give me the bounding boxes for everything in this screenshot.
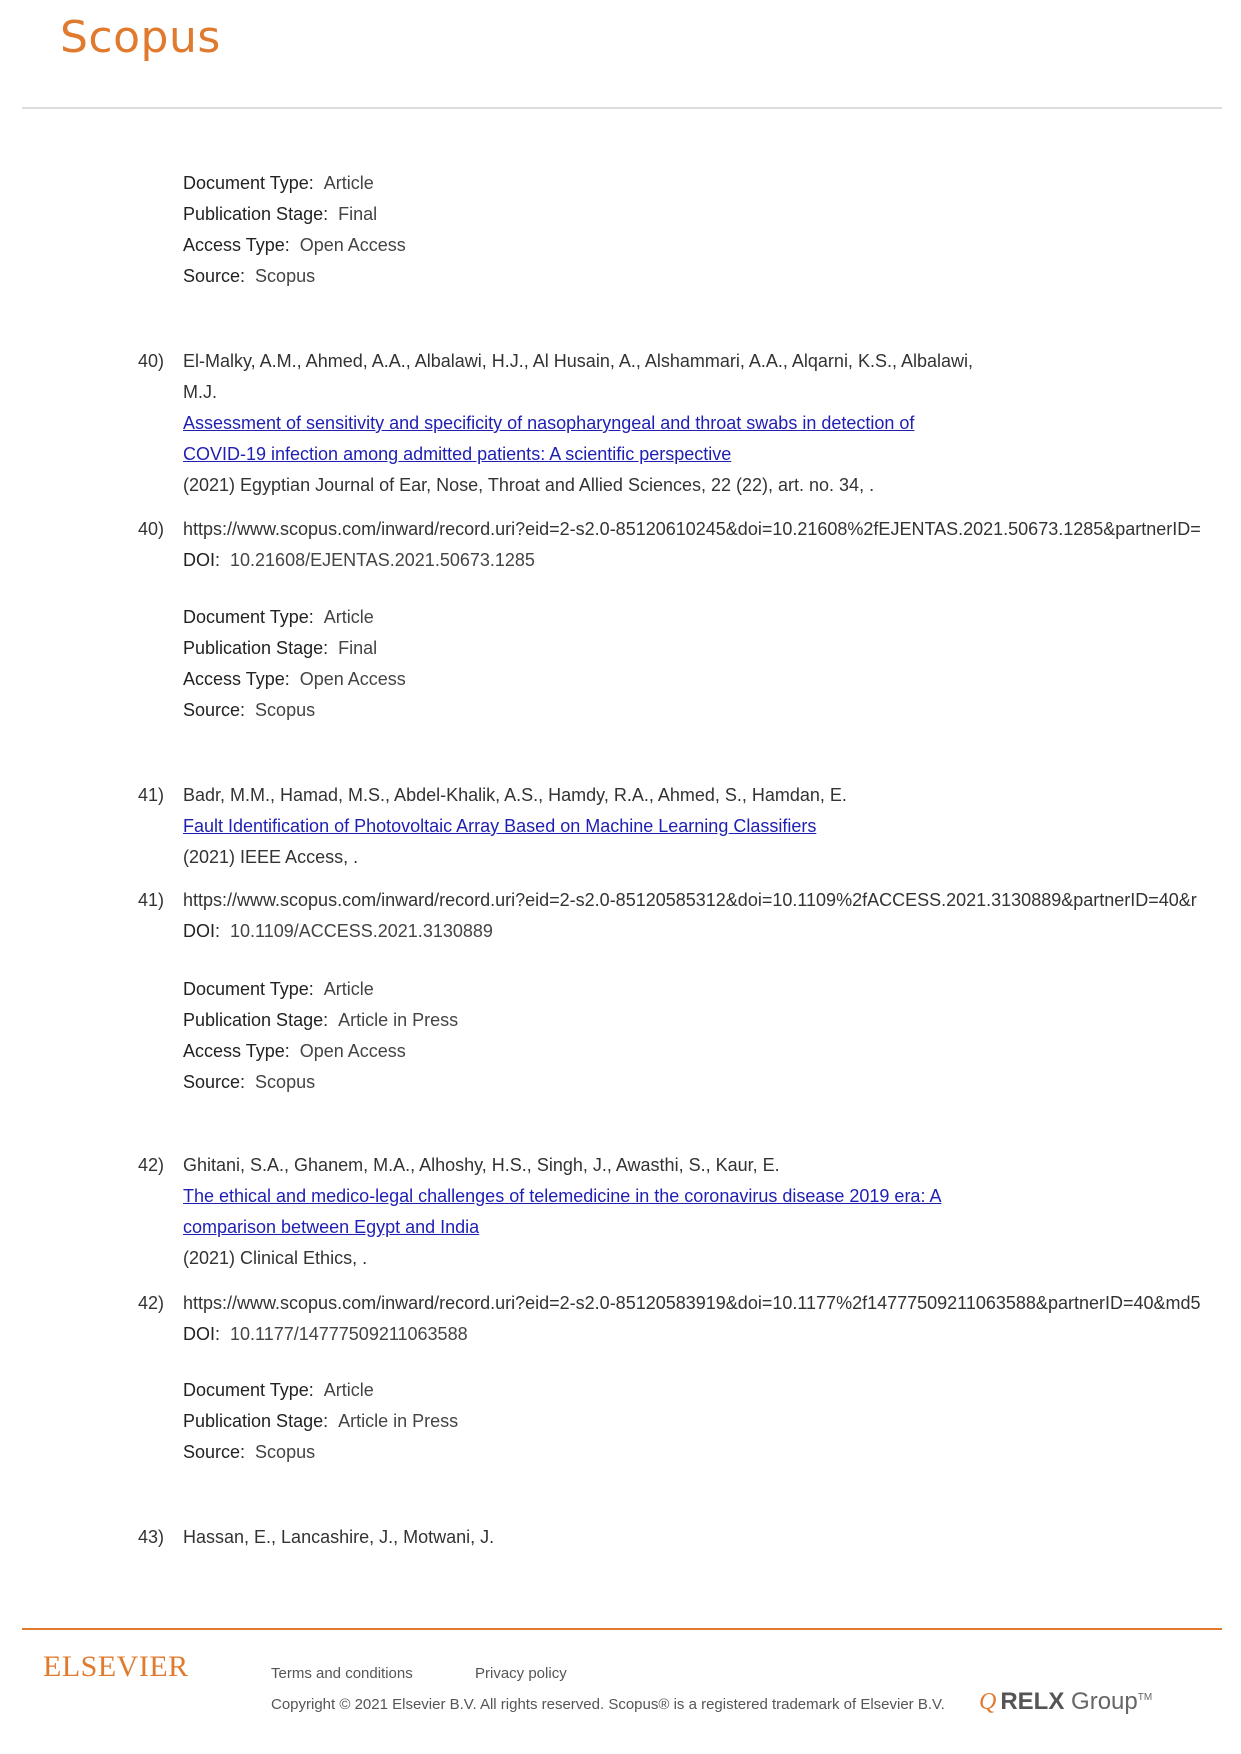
doc_type-label: Document Type: <box>183 607 314 627</box>
access-value: Open Access <box>299 1041 406 1061</box>
authors: Hassan, E., Lancashire, J., Motwani, J. <box>183 1527 495 1547</box>
entry-link-block <box>0 514 1241 576</box>
entry-number: 41) <box>138 785 165 805</box>
access-label: Access Type: <box>183 235 290 255</box>
citation: (2021) Clinical Ethics, . <box>183 1248 368 1268</box>
stage-value: Article in Press <box>338 1411 459 1431</box>
record-url[interactable]: https://www.scopus.com/inward/record.uri?eid=2-s2.0-85120610245&doi=10.21608%2fEJENTAS.2021.50673.1285&partnerID= <box>183 519 1201 539</box>
doi-label: DOI: <box>183 550 221 570</box>
entry <box>0 780 1241 873</box>
doc_type-value: Article <box>323 1380 374 1400</box>
meta-block <box>0 1375 1241 1468</box>
doc_type-label: Document Type: <box>183 979 314 999</box>
meta-block <box>0 974 1241 1098</box>
entry-number: 40) <box>138 519 165 539</box>
source-value: Scopus <box>255 266 316 286</box>
doc_type-label: Document Type: <box>183 1380 314 1400</box>
header-divider <box>22 107 1222 109</box>
authors: El-Malky, A.M., Ahmed, A.A., Albalawi, H.J., Al Husain, A., Alshammari, A.A., Alqarni, K.S., Albalawi, <box>183 351 973 371</box>
stage-label: Publication Stage: <box>183 204 329 224</box>
entry-number: 42) <box>138 1293 165 1313</box>
source-value: Scopus <box>255 1072 316 1092</box>
entry <box>0 1522 1241 1553</box>
source-label: Source: <box>183 1072 246 1092</box>
doc_type-value: Article <box>323 173 374 193</box>
doi-label: DOI: <box>183 1324 221 1344</box>
entry-link-block <box>0 1288 1241 1350</box>
source-label: Source: <box>183 1442 246 1462</box>
doi-value: 10.21608/EJENTAS.2021.50673.1285 <box>230 550 535 570</box>
entry-link-block <box>0 885 1241 947</box>
article-title-link[interactable]: comparison between Egypt and India <box>183 1217 480 1237</box>
entry-number: 43) <box>138 1527 165 1547</box>
access-value: Open Access <box>299 235 406 255</box>
entry <box>0 1150 1241 1274</box>
relx-logo: Q RELX Group™ <box>979 1688 1153 1715</box>
privacy-link[interactable]: Privacy policy <box>475 1665 567 1682</box>
access-label: Access Type: <box>183 669 290 689</box>
stage-value: Final <box>338 204 378 224</box>
doc_type-label: Document Type: <box>183 173 314 193</box>
stage-value: Article in Press <box>338 1010 459 1030</box>
copyright-text: Copyright © 2021 Elsevier B.V. All rights reserved. Scopus® is a registered trademark of Elsevier B.V. <box>271 1696 945 1713</box>
article-title-link[interactable]: Assessment of sensitivity and specificity of nasopharyngeal and throat swabs in detection of <box>183 413 915 433</box>
doc_type-value: Article <box>323 979 374 999</box>
meta-block <box>0 168 1241 292</box>
source-value: Scopus <box>255 700 316 720</box>
stage-label: Publication Stage: <box>183 1411 329 1431</box>
authors: Ghitani, S.A., Ghanem, M.A., Alhoshy, H.S., Singh, J., Awasthi, S., Kaur, E. <box>183 1155 780 1175</box>
authors: Badr, M.M., Hamad, M.S., Abdel-Khalik, A.S., Hamdy, R.A., Ahmed, S., Hamdan, E. <box>183 785 847 805</box>
citation: (2021) IEEE Access, . <box>183 847 359 867</box>
article-title-link[interactable]: Fault Identification of Photovoltaic Array Based on Machine Learning Classifiers <box>183 816 817 836</box>
article-title-link[interactable]: The ethical and medico-legal challenges of telemedicine in the coronavirus disease 2019 era: A <box>183 1186 942 1206</box>
elsevier-logo: ELSEVIER <box>43 1650 189 1683</box>
citation: (2021) Egyptian Journal of Ear, Nose, Throat and Allied Sciences, 22 (22), art. no. 34, . <box>183 475 875 495</box>
source-label: Source: <box>183 266 246 286</box>
authors: M.J. <box>183 382 217 402</box>
doi-label: DOI: <box>183 921 221 941</box>
footer-divider <box>22 1628 1222 1630</box>
entry-number: 42) <box>138 1155 165 1175</box>
stage-label: Publication Stage: <box>183 1010 329 1030</box>
source-value: Scopus <box>255 1442 316 1462</box>
stage-value: Final <box>338 638 378 658</box>
doi-value: 10.1177/14777509211063588 <box>230 1324 468 1344</box>
doc_type-value: Article <box>323 607 374 627</box>
record-url[interactable]: https://www.scopus.com/inward/record.uri?eid=2-s2.0-85120585312&doi=10.1109%2fACCESS.2021.3130889&partnerID=40&r <box>183 890 1197 910</box>
record-url[interactable]: https://www.scopus.com/inward/record.uri?eid=2-s2.0-85120583919&doi=10.1177%2f14777509211063588&partnerID=40&md5 <box>183 1293 1201 1313</box>
meta-block <box>0 602 1241 726</box>
access-value: Open Access <box>299 669 406 689</box>
entry-number: 40) <box>138 351 165 371</box>
scopus-logo: Scopus <box>60 12 221 63</box>
access-label: Access Type: <box>183 1041 290 1061</box>
terms-link[interactable]: Terms and conditions <box>271 1665 413 1682</box>
article-title-link[interactable]: COVID-19 infection among admitted patients: A scientific perspective <box>183 444 732 464</box>
entry-number: 41) <box>138 890 165 910</box>
stage-label: Publication Stage: <box>183 638 329 658</box>
doi-value: 10.1109/ACCESS.2021.3130889 <box>230 921 493 941</box>
entry <box>0 346 1241 501</box>
source-label: Source: <box>183 700 246 720</box>
